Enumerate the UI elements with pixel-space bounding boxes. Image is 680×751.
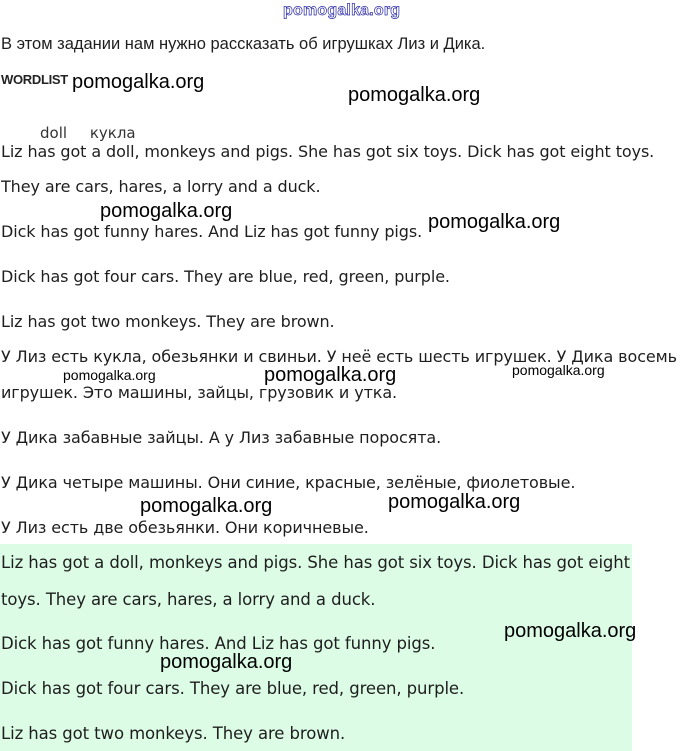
answer-line-3: Dick has got funny hares. And Liz has got funny pigs.	[1, 634, 436, 653]
answer-line-4: Dick has got four cars. They are blue, red, green, purple.	[1, 679, 465, 698]
english-line-2: They are cars, hares, a lorry and a duck.	[1, 177, 321, 196]
russian-line-3: У Дика забавные зайцы. А у Лиз забавные поросята.	[1, 428, 442, 447]
english-line-4: Dick has got four cars. They are blue, red, green, purple.	[1, 267, 450, 286]
answer-line-2: toys. They are cars, hares, a lorry and a duck.	[1, 590, 376, 609]
wordlist-entry-ru: кукла	[89, 124, 136, 142]
wordlist-entry-en: doll	[40, 124, 68, 142]
english-line-1: Liz has got a doll, monkeys and pigs. She has got six toys. Dick has got eight toys.	[1, 142, 655, 161]
russian-line-2: игрушек. Это машины, зайцы, грузовик и утка.	[1, 383, 398, 402]
watermark: pomogalka.org	[63, 367, 156, 383]
russian-line-1: У Лиз есть кукла, обезьянки и свиньи. У неё есть шесть игрушек. У Дика восемь	[1, 347, 677, 366]
watermark: pomogalka.org	[348, 84, 481, 106]
watermark: pomogalka.org	[100, 200, 233, 222]
watermark-top: pomogalka.org	[283, 2, 401, 19]
answer-line-1: Liz has got a doll, monkeys and pigs. She has got six toys. Dick has got eight	[1, 553, 631, 572]
intro-text: В этом задании нам нужно рассказать об игрушках Лиз и Дика.	[1, 35, 486, 53]
watermark: pomogalka.org	[428, 211, 561, 233]
wordlist-clipped-row	[0, 116, 680, 142]
english-line-5: Liz has got two monkeys. They are brown.	[1, 312, 335, 331]
answer-line-5: Liz has got two monkeys. They are brown.	[1, 724, 346, 743]
russian-line-4: У Дика четыре машины. Они синие, красные, зелёные, фиолетовые.	[1, 473, 576, 492]
watermark: pomogalka.org	[160, 651, 293, 673]
watermark: pomogalka.org	[512, 362, 605, 378]
watermark: pomogalka.org	[72, 71, 205, 93]
watermark: pomogalka.org	[264, 364, 397, 386]
watermark: pomogalka.org	[388, 491, 521, 513]
wordlist-title: WORDLIST	[1, 72, 68, 87]
russian-line-5: У Лиз есть две обезьянки. Они коричневые.	[1, 518, 369, 537]
english-line-3: Dick has got funny hares. And Liz has got funny pigs.	[1, 222, 423, 241]
watermark: pomogalka.org	[504, 620, 637, 642]
watermark: pomogalka.org	[140, 495, 273, 517]
wordlist-entry	[40, 124, 154, 142]
